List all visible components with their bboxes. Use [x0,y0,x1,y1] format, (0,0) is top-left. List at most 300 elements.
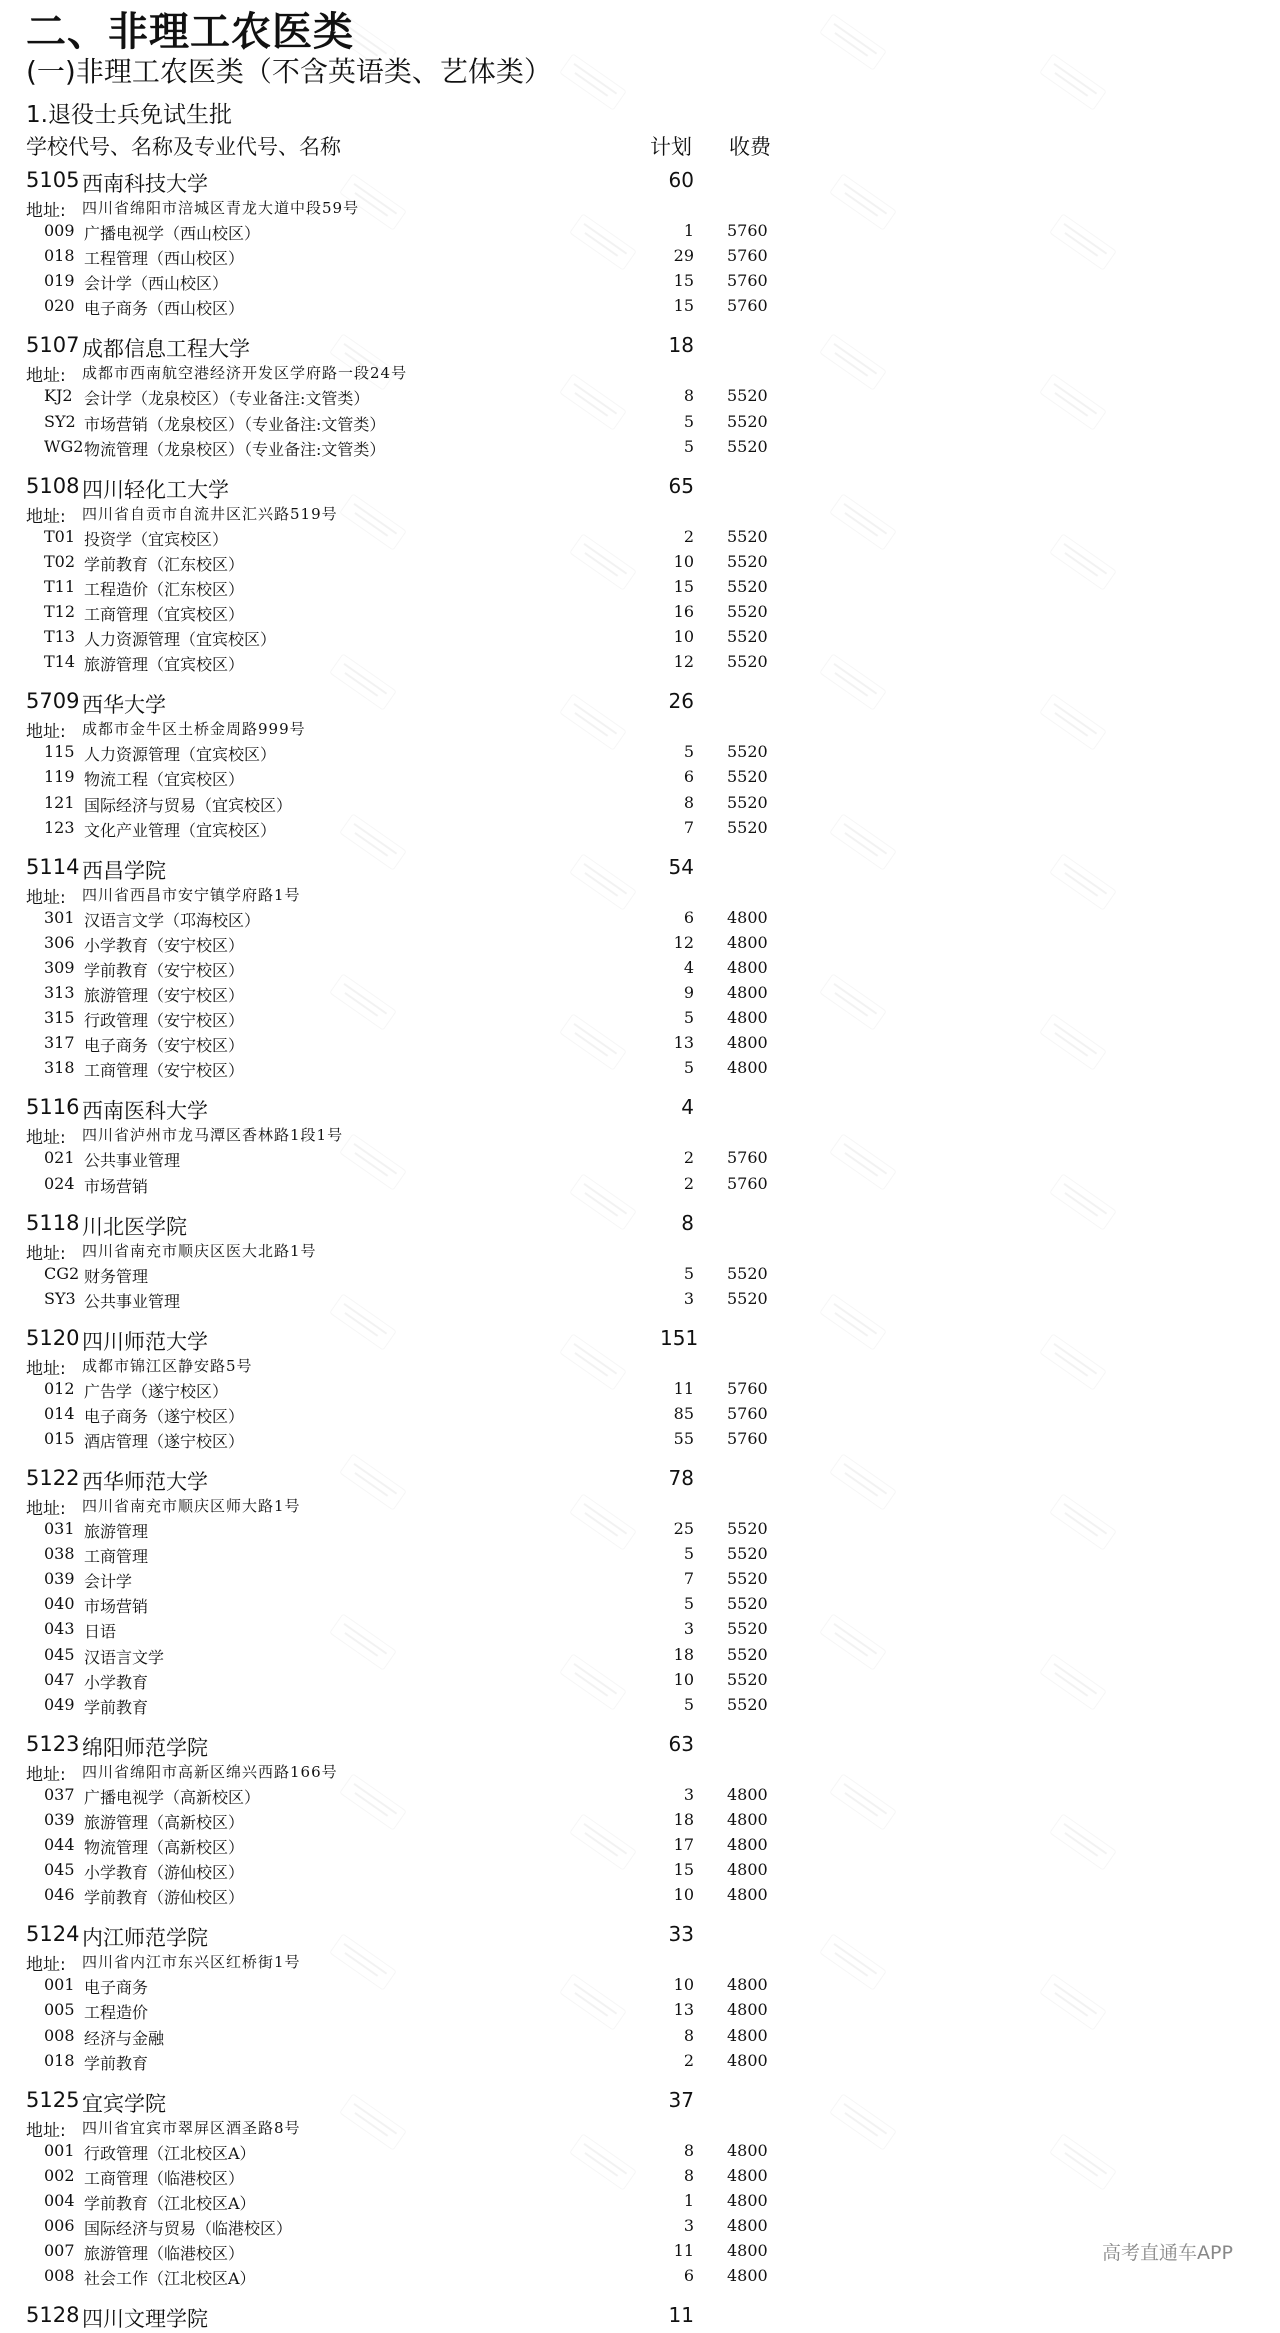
major-code: 018 [44,246,75,265]
major-name: 国际经济与贸易（临港校区） [84,2219,293,2238]
school-address-row [0,196,1280,220]
major-name: 汉语言文学（邛海校区） [84,911,261,930]
major-name: 广播电视学（高新校区） [84,1788,261,1807]
school-total-plan: 33 [668,1922,694,1947]
address-label: 地址: [26,506,66,527]
major-row [0,527,1280,552]
major-fee: 5520 [727,437,768,456]
major-code: 007 [44,2241,75,2260]
major-name: 旅游管理 [84,1522,149,1541]
major-fee: 5520 [727,1544,768,1563]
major-fee: 5760 [727,1148,768,1167]
major-code: 015 [44,1429,75,1448]
major-name: 人力资源管理（宜宾校区） [84,745,277,764]
school-code: 5118 [26,1210,80,1235]
major-code: 002 [44,2166,75,2185]
major-plan: 2 [683,1148,694,1167]
school-address: 成都市金牛区土桥金周路999号 [82,720,306,739]
school-header [0,2088,1280,2116]
school-address: 四川省绵阳市高新区绵兴西路166号 [82,1762,338,1781]
major-row [0,1594,1280,1619]
major-plan: 17 [673,1835,694,1854]
major-row [0,1429,1280,1454]
major-row [0,1860,1280,1885]
major-plan: 5 [683,1695,694,1714]
school-header [0,1466,1280,1494]
address-label: 地址: [26,722,66,743]
major-code: 001 [44,2141,75,2160]
watermark-stamp [819,13,887,71]
major-name: 广播电视学（西山校区） [84,224,261,243]
major-code: 049 [44,1695,75,1714]
school-address-row [0,1239,1280,1263]
major-code: 018 [44,2051,75,2070]
major-code: 040 [44,1594,75,1613]
major-name: 电子商务（西山校区） [84,299,245,318]
major-plan: 7 [683,818,694,837]
school-name: 四川文理学院 [82,2307,208,2332]
major-name: 国际经济与贸易（宜宾校区） [84,796,293,815]
major-fee: 5760 [727,1404,768,1423]
major-name: 公共事业管理 [84,1151,181,1170]
major-fee: 5760 [727,296,768,315]
major-code: 045 [44,1645,75,1664]
school-code: 5123 [26,1731,80,1756]
major-plan: 8 [683,2141,694,2160]
major-fee: 4800 [727,1033,768,1052]
school-name: 成都信息工程大学 [82,337,250,362]
major-name: 会计学 [84,1572,133,1591]
major-plan: 2 [683,1174,694,1193]
major-row [0,602,1280,627]
major-plan: 15 [673,296,694,315]
major-plan: 15 [673,1860,694,1879]
major-plan: 29 [673,246,694,265]
school-total-plan: 4 [681,1095,694,1120]
major-name: 酒店管理（遂宁校区） [84,1432,245,1451]
major-fee: 5520 [727,1289,768,1308]
section-heading: 二、非理工农医类 [26,9,354,55]
major-code: 008 [44,2266,75,2285]
major-row [0,983,1280,1008]
major-name: 工商管理（宜宾校区） [84,605,245,624]
major-code: 315 [44,1008,75,1027]
school-address: 四川省南充市顺庆区医大北路1号 [82,1241,317,1260]
address-label: 地址: [26,1243,66,1264]
major-plan: 18 [673,1645,694,1664]
school-address: 四川省西昌市安宁镇学府路1号 [82,885,301,904]
major-code: 318 [44,1058,75,1077]
major-plan: 6 [683,2266,694,2285]
school-address: 四川省绵阳市涪城区青龙大道中段59号 [82,199,360,217]
major-plan: 10 [673,1885,694,1904]
major-code: 006 [44,2216,75,2235]
major-row [0,1404,1280,1429]
major-fee: 4800 [727,933,768,952]
major-plan: 3 [683,1785,694,1804]
school-code: 5108 [26,473,80,498]
major-name: 投资学（宜宾校区） [84,530,229,549]
major-plan: 12 [673,933,694,952]
major-code: 115 [44,742,75,761]
major-code: KJ2 [44,386,73,405]
major-code: T12 [44,602,76,621]
major-code: 024 [44,1174,75,1193]
major-name: 行政管理（安宁校区） [84,1011,245,1030]
school-address: 四川省自贡市自流井区汇兴路519号 [82,504,338,523]
school-name: 宜宾学院 [82,2091,166,2116]
major-fee: 5520 [727,527,768,546]
major-fee: 4800 [727,983,768,1002]
major-code: 306 [44,933,75,952]
school-name: 西昌学院 [82,858,166,883]
major-fee: 5760 [727,1429,768,1448]
major-fee: 4800 [727,908,768,927]
major-code: SY3 [44,1289,76,1308]
school-address-row [0,361,1280,385]
major-code: 020 [44,296,75,315]
major-row [0,627,1280,652]
major-plan: 5 [683,1264,694,1283]
school-address: 成都市锦江区静安路5号 [82,1356,253,1375]
school-total-plan: 8 [681,1210,694,1235]
school-code: 5709 [26,689,80,714]
address-label: 地址: [26,2120,66,2141]
major-name: 物流管理（龙泉校区）（专业备注:文管类） [84,440,386,459]
major-row [0,1544,1280,1569]
school-code: 5125 [26,2087,80,2112]
major-code: 119 [44,767,75,786]
major-fee: 5520 [727,1619,768,1638]
major-row [0,933,1280,958]
major-name: 文化产业管理（宜宾校区） [84,821,277,840]
major-name: 公共事业管理 [84,1292,181,1311]
major-name: 旅游管理（安宁校区） [84,986,245,1005]
address-label: 地址: [26,887,66,908]
column-header-name: 学校代号、名称及专业代号、名称 [26,135,341,159]
major-fee: 4800 [727,2191,768,2210]
major-row [0,958,1280,983]
major-code: T02 [44,552,76,571]
school-address: 四川省内江市东兴区红桥街1号 [82,1953,301,1972]
major-fee: 5520 [727,652,768,671]
school-address: 成都市西南航空港经济开发区学府路一段24号 [82,364,408,383]
major-name: 市场营销（龙泉校区）（专业备注:文管类） [84,415,386,434]
major-fee: 5520 [727,1594,768,1613]
major-name: 行政管理（江北校区A） [84,2144,256,2163]
major-name: 旅游管理（临港校区） [84,2244,245,2263]
major-name: 人力资源管理（宜宾校区） [84,630,277,649]
major-name: 物流管理（高新校区） [84,1838,245,1857]
school-header [0,168,1280,196]
major-plan: 8 [683,2026,694,2045]
major-code: 014 [44,1404,75,1423]
major-row [0,2191,1280,2216]
address-label: 地址: [26,1358,66,1379]
major-plan: 13 [673,1033,694,1052]
major-fee: 4800 [727,2266,768,2285]
school-total-plan: 54 [668,854,694,879]
major-code: 012 [44,1379,75,1398]
major-code: 043 [44,1619,75,1638]
major-fee: 5520 [727,602,768,621]
major-code: SY2 [44,412,76,431]
major-fee: 4800 [727,958,768,977]
major-fee: 5520 [727,627,768,646]
school-total-plan: 65 [668,473,694,498]
major-fee: 4800 [727,2141,768,2160]
major-fee: 4800 [727,1975,768,1994]
major-plan: 3 [683,1619,694,1638]
address-label: 地址: [26,1764,66,1785]
major-row [0,1569,1280,1594]
school-address-row [0,502,1280,526]
major-fee: 4800 [727,2216,768,2235]
major-name: 工商管理 [84,1547,149,1566]
major-code: 031 [44,1519,75,1538]
major-fee: 5520 [727,577,768,596]
major-code: T01 [44,527,76,546]
school-address: 四川省泸州市龙马潭区香林路1段1号 [82,1126,344,1145]
major-fee: 4800 [727,2241,768,2260]
major-plan: 10 [673,627,694,646]
school-address-row [0,1123,1280,1147]
major-plan: 12 [673,652,694,671]
major-row [0,908,1280,933]
school-address-row [0,2116,1280,2140]
watermark-stamp [1039,53,1107,111]
school-code: 5124 [26,1922,80,1947]
major-plan: 5 [683,1058,694,1077]
school-total-plan: 151 [660,1325,699,1350]
school-address-row [0,1760,1280,1784]
major-name: 社会工作（江北校区A） [84,2269,256,2288]
major-plan: 9 [683,983,694,1002]
major-row [0,652,1280,677]
major-fee: 5520 [727,1670,768,1689]
major-fee: 4800 [727,1885,768,1904]
major-row [0,1975,1280,2000]
major-fee: 4800 [727,1810,768,1829]
major-name: 学前教育（安宁校区） [84,961,245,980]
major-fee: 4800 [727,1058,768,1077]
major-row [0,2266,1280,2291]
major-row [0,2216,1280,2241]
school-header [0,474,1280,502]
school-address: 四川省南充市顺庆区师大路1号 [82,1497,301,1516]
school-name: 绵阳师范学院 [82,1735,208,1760]
major-code: WG2 [44,437,84,456]
major-code: CG2 [44,1264,80,1283]
major-row [0,1264,1280,1289]
major-fee: 5520 [727,1519,768,1538]
school-total-plan: 78 [668,1466,694,1491]
major-code: 037 [44,1785,75,1804]
major-plan: 15 [673,577,694,596]
major-name: 财务管理 [84,1267,149,1286]
column-header-plan: 计划 [650,135,692,159]
school-name: 内江师范学院 [82,1926,208,1951]
major-name: 市场营销 [84,1597,149,1616]
major-row [0,1008,1280,1033]
major-name: 电子商务 [84,1978,149,1997]
major-row [0,1619,1280,1644]
major-code: 044 [44,1835,75,1854]
major-code: 317 [44,1033,75,1052]
major-code: 001 [44,1975,75,1994]
major-plan: 10 [673,1975,694,1994]
major-fee: 4800 [727,2051,768,2070]
major-fee: 5520 [727,793,768,812]
major-code: 008 [44,2026,75,2045]
major-plan: 2 [683,2051,694,2070]
major-name: 物流工程（宜宾校区） [84,770,245,789]
major-fee: 4800 [727,2000,768,2019]
major-fee: 5520 [727,552,768,571]
school-code: 5128 [26,2303,80,2328]
major-name: 学前教育（汇东校区） [84,555,245,574]
major-fee: 4800 [727,1785,768,1804]
school-header [0,689,1280,717]
major-plan: 8 [683,793,694,812]
major-code: 301 [44,908,75,927]
school-header [0,333,1280,361]
school-header [0,1732,1280,1760]
school-name: 西华大学 [82,693,166,718]
major-fee: 5760 [727,221,768,240]
major-row [0,2241,1280,2266]
major-row [0,271,1280,296]
major-name: 工程造价 [84,2003,149,2022]
major-code: 045 [44,1860,75,1879]
major-name: 学前教育（游仙校区） [84,1888,245,1907]
major-name: 工程管理（西山校区） [84,249,245,268]
major-plan: 1 [683,2191,694,2210]
column-header-fee: 收费 [729,135,771,159]
major-name: 小学教育（安宁校区） [84,936,245,955]
major-plan: 5 [683,1594,694,1613]
major-plan: 15 [673,271,694,290]
school-total-plan: 60 [668,168,694,192]
major-plan: 10 [673,552,694,571]
major-plan: 3 [683,2216,694,2235]
major-fee: 5520 [727,1569,768,1588]
school-name: 四川轻化工大学 [82,477,229,502]
major-plan: 7 [683,1569,694,1588]
major-fee: 5760 [727,1174,768,1193]
school-header [0,2303,1280,2331]
school-code: 5122 [26,1466,80,1491]
major-name: 小学教育（游仙校区） [84,1863,245,1882]
major-row [0,1289,1280,1314]
school-total-plan: 18 [668,333,694,358]
major-code: 309 [44,958,75,977]
school-code: 5120 [26,1325,80,1350]
major-fee: 4800 [727,2026,768,2045]
address-label: 地址: [26,1128,66,1149]
school-code: 5105 [26,168,80,192]
major-row [0,793,1280,818]
school-name: 四川师范大学 [82,1329,208,1354]
major-name: 旅游管理（宜宾校区） [84,655,245,674]
major-code: T14 [44,652,76,671]
school-address-row [0,1950,1280,1974]
major-plan: 11 [673,1379,694,1398]
major-code: 121 [44,793,75,812]
major-row [0,818,1280,843]
major-name: 电子商务（安宁校区） [84,1036,245,1055]
major-plan: 1 [683,221,694,240]
major-code: 313 [44,983,75,1002]
major-fee: 5760 [727,1379,768,1398]
major-name: 经济与金融 [84,2029,165,2048]
major-plan: 6 [683,908,694,927]
major-name: 学前教育（江北校区A） [84,2194,256,2213]
major-row [0,1885,1280,1910]
major-plan: 18 [673,1810,694,1829]
major-fee: 5520 [727,386,768,405]
major-fee: 5520 [727,742,768,761]
major-plan: 25 [673,1519,694,1538]
major-code: T11 [44,577,76,596]
major-fee: 4800 [727,1008,768,1027]
major-name: 会计学（龙泉校区）（专业备注:文管类） [84,389,370,408]
major-fee: 5520 [727,1264,768,1283]
major-row [0,296,1280,321]
major-plan: 13 [673,2000,694,2019]
major-fee: 5520 [727,1695,768,1714]
major-row [0,2026,1280,2051]
major-row [0,1785,1280,1810]
address-label: 地址: [26,1499,66,1520]
major-plan: 6 [683,767,694,786]
major-row [0,767,1280,792]
address-label: 地址: [26,1955,66,1976]
major-code: 021 [44,1148,75,1167]
major-plan: 8 [683,2166,694,2185]
major-fee: 4800 [727,1835,768,1854]
subsection-heading: (一)非理工农医类（不含英语类、艺体类） [26,55,552,88]
major-plan: 5 [683,437,694,456]
major-code: 039 [44,1810,75,1829]
major-row [0,437,1280,462]
batch-heading: 1.退役士兵免试生批 [26,102,232,128]
school-name: 西南医科大学 [82,1099,208,1124]
major-name: 工商管理（安宁校区） [84,1061,245,1080]
major-name: 工商管理（临港校区） [84,2169,245,2188]
major-fee: 4800 [727,2166,768,2185]
major-fee: 5520 [727,412,768,431]
major-name: 会计学（西山校区） [84,274,229,293]
major-code: 009 [44,221,75,240]
major-plan: 2 [683,527,694,546]
major-plan: 4 [683,958,694,977]
major-code: 038 [44,1544,75,1563]
major-plan: 10 [673,1670,694,1689]
major-plan: 16 [673,602,694,621]
school-code: 5116 [26,1095,80,1120]
school-header [0,1922,1280,1950]
school-name: 西南科技大学 [82,172,208,196]
major-name: 工程造价（汇东校区） [84,580,245,599]
major-name: 学前教育 [84,2054,149,2073]
major-name: 广告学（遂宁校区） [84,1382,229,1401]
school-name: 西华师范大学 [82,1470,208,1495]
major-row [0,1645,1280,1670]
major-plan: 3 [683,1289,694,1308]
major-plan: 11 [673,2241,694,2260]
major-row [0,1148,1280,1173]
